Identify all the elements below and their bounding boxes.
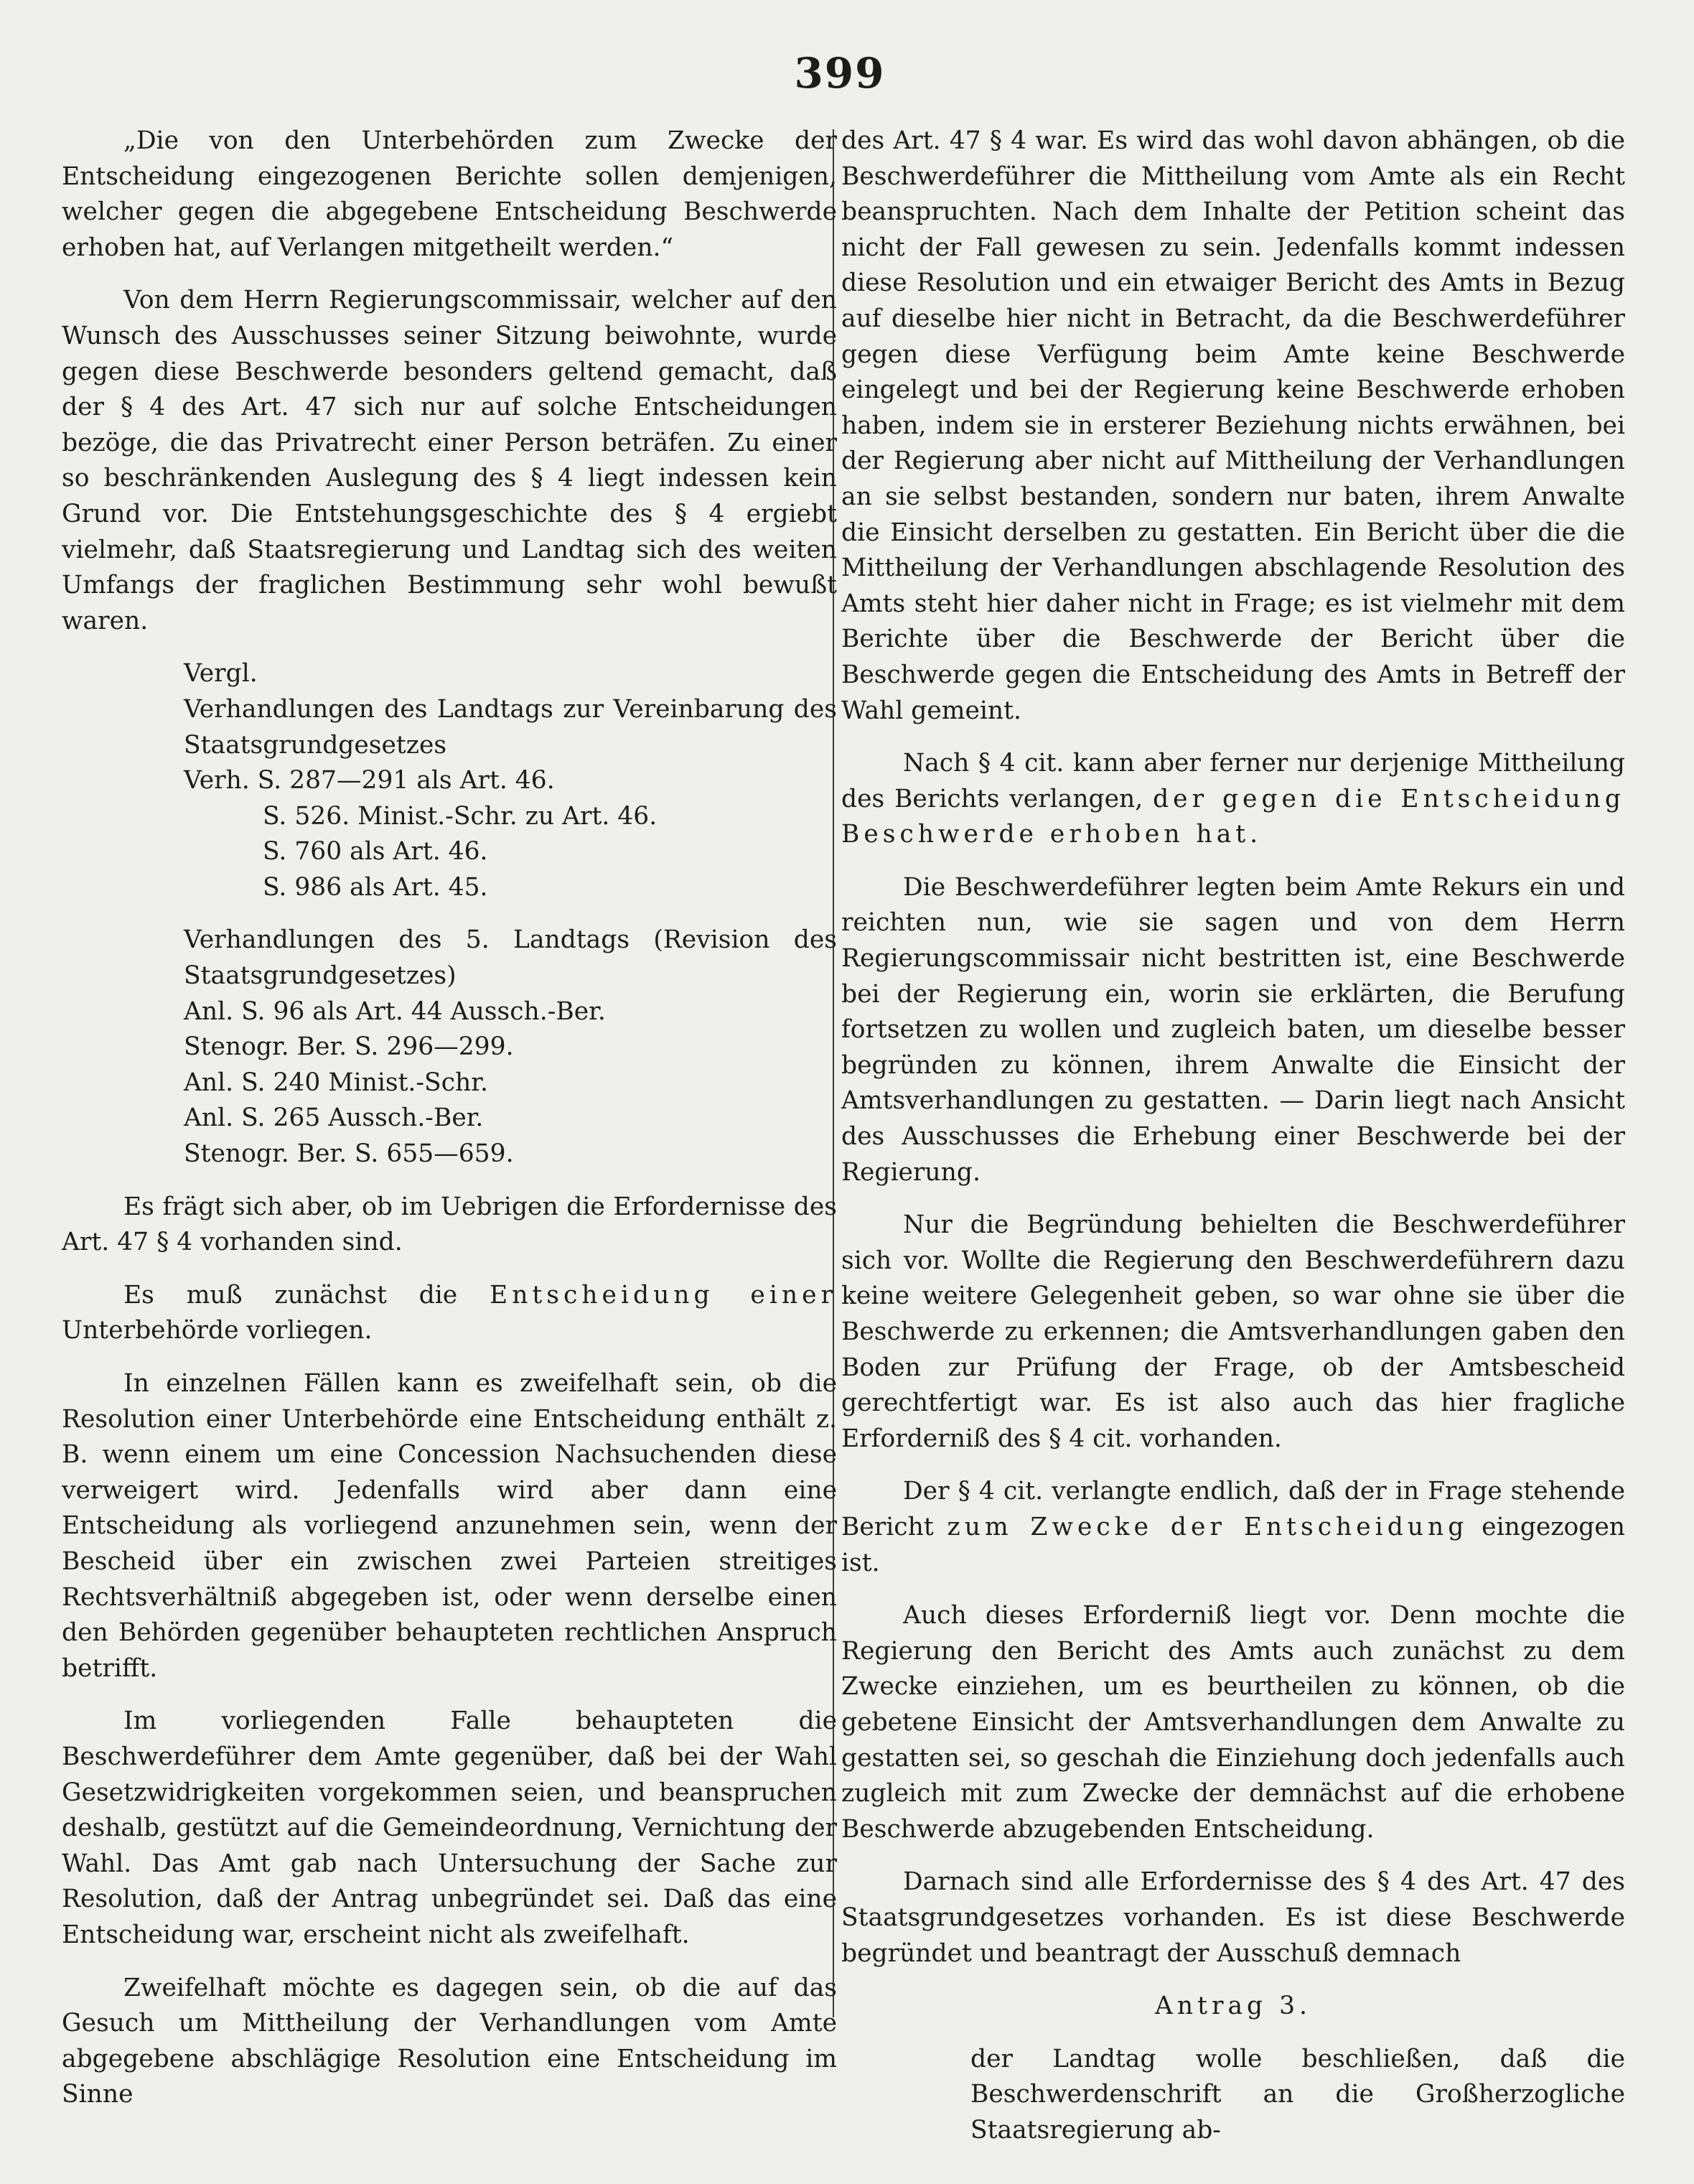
paragraph: des Art. 47 § 4 war. Es wird das wohl davon abhängen, ob die Beschwerdeführer die Mittheilung vom Amte als ein Recht beanspruchten. Nach dem Inhalte der Petition scheint das nicht der Fall gewesen zu sein. Jedenfalls kommt indessen diese Resolution und ein etwaiger Bericht des Amts in Bezug auf dieselbe hier nicht in Betracht, da die Beschwerdeführer gegen diese Verfügung beim Amte keine Beschwerde eingelegt und bei der Regierung keine Beschwerde erhoben haben, indem sie in ersterer Beziehung nichts erwähnen, bei der Regierung aber nicht auf Mittheilung der Verhandlungen an sie selbst bestanden, sondern nur baten, ihrem Anwalte die Einsicht derselben zu gestatten. Ein Bericht über die die Mittheilung der Verhandlungen abschlagende Resolution des Amts steht hier daher nicht in Frage; es ist vielmehr mit dem Berichte über die Beschwerde der Bericht über die Beschwerde gegen die Entscheidung des Amts in Betreff der Wahl gemeint. xyxy=(841,126,1625,725)
emphasized-text: der gegen die Entscheidung Beschwerde erhoben hat. xyxy=(841,784,1625,849)
emphasized-text: zum Zwecke der Entscheidung xyxy=(947,1512,1469,1541)
reference-line: Anl. S. 265 Aussch.-Ber. xyxy=(184,1103,484,1133)
paragraph xyxy=(841,1474,1625,1581)
page-number: 399 xyxy=(794,49,886,98)
paragraph: Nur die Begründung behielten die Beschwerdeführer sich vor. Wollte die Regierung den Beschwerdeführern dazu keine weitere Gelegenheit geben, so war ohne sie über die Beschwerde zu erkennen; die Amtsverhandlungen gaben den Boden zur Prüfung der Frage, ob der Amtsbescheid gerechtfertigt war. Es ist also auch das hier fragliche Erforderniß des § 4 cit. vorhanden. xyxy=(841,1210,1625,1453)
paragraph: Es frägt sich aber, ob im Uebrigen die Erfordernisse des Art. 47 § 4 vorhanden sind. xyxy=(62,1192,837,1257)
text-run: Nach § 4 cit. kann aber ferner nur derjenige Mittheilung des Berichts verlangen, xyxy=(841,749,1625,813)
paragraph: In einzelnen Fällen kann es zweifelhaft sein, ob die Resolution einer Unterbehörde eine Entscheidung enthält z. B. wenn einem um eine Concession Nachsuchenden diese verweigert wird. Jedenfalls wird aber dann eine Entscheidung als vorliegend anzunehmen sein, wenn der Bescheid über ein zwischen zwei Parteien streitiges Rechtsverhältniß abgegeben ist, oder wenn derselbe einen den Behörden gegenüber behaupteten rechtlichen Anspruch betrifft. xyxy=(62,1369,837,1683)
emphasized-text: Entscheidung einer xyxy=(490,1280,837,1310)
reference-title xyxy=(62,692,837,763)
reference-line: S. 760 als Art. 46. xyxy=(263,837,488,867)
reference-line: Verh. S. 287—291 als Art. 46. xyxy=(184,766,555,795)
motion-heading: Antrag 3. xyxy=(1154,1992,1312,2021)
paragraph: der Landtag wolle beschließen, daß die Beschwerdenschrift an die Großherzogliche Staatsregierung ab- xyxy=(970,2044,1625,2145)
reference-line: Anl. S. 240 Minist.-Schr. xyxy=(184,1068,488,1097)
reference-line: S. 526. Minist.-Schr. zu Art. 46. xyxy=(263,801,658,831)
left-column xyxy=(62,123,837,2113)
text-run: eingezogen ist. xyxy=(841,1512,1625,1577)
paragraph xyxy=(841,746,1625,853)
reference-title: Verhandlungen des 5. Landtags (Revision des Staatsgrundgesetzes) xyxy=(184,925,837,991)
reference-line: Stenogr. Ber. S. 296—299. xyxy=(184,1032,514,1062)
paragraph xyxy=(62,1278,837,1349)
paragraph: Auch dieses Erforderniß liegt vor. Denn mochte die Regierung den Bericht des Amts auch zunächst zu dem Zwecke einziehen, um es beurtheilen zu können, ob die gebetene Einsicht der Amtsverhandlungen dem Anwalte zu gestatten sei, so geschah die Einziehung doch jedenfalls auch zugleich mit zum Zwecke der demnächst auf die erhobene Beschwerde abzugebenden Entscheidung. xyxy=(841,1601,1625,1844)
right-column xyxy=(841,123,1625,2148)
text-run: Unterbehörde vorliegen. xyxy=(62,1316,373,1345)
paragraph: Von dem Herrn Regierungscommissair, welcher auf den Wunsch des Ausschusses seiner Sitzung beiwohnte, wurde gegen diese Beschwerde besonders geltend gemacht, daß der § 4 des Art. 47 sich nur auf solche Entscheidungen bezöge, die das Privatrecht einer Person beträfen. Zu einer so beschränkenden Auslegung des § 4 liegt indessen kein Grund vor. Die Entstehungsgeschichte des § 4 ergiebt vielmehr, daß Staatsregierung und Landtag sich des weiten Umfangs der fraglichen Bestimmung sehr wohl bewußt waren. xyxy=(62,286,837,635)
paragraph: Die Beschwerdeführer legten beim Amte Rekurs ein und reichten nun, wie sie sagen und von dem Herrn Regierungscommissair nicht bestritten ist, eine Beschwerde bei der Regierung ein, worin sie erklärten, die Berufung fortsetzen zu wollen und zugleich baten, um dieselbe besser begründen zu können, ihrem Anwalte die Einsicht der Amtsverhandlungen zu gestatten. — Darin liegt nach Ansicht des Ausschusses die Erhebung einer Beschwerde bei der Regierung. xyxy=(841,872,1625,1187)
text-run: Es muß zunächst die xyxy=(123,1280,458,1310)
reference-title-text: Verhandlungen des Landtags zur Vereinbarung des Staatsgrundgesetzes xyxy=(184,694,837,760)
text-run: Der § 4 cit. verlangte endlich, daß der in Frage stehende Bericht xyxy=(841,1477,1625,1541)
reference-line: Stenogr. Ber. S. 655—659. xyxy=(184,1139,514,1169)
reference-label: Vergl. xyxy=(184,659,258,689)
paragraph: Darnach sind alle Erfordernisse des § 4 des Art. 47 des Staatsgrundgesetzes vorhanden. Es ist diese Beschwerde begründet und beantragt der Ausschuß demnach xyxy=(841,1867,1625,1968)
reference-line: Anl. S. 96 als Art. 44 Aussch.-Ber. xyxy=(184,997,606,1026)
reference-line: S. 986 als Art. 45. xyxy=(263,872,488,902)
paragraph: Zweifelhaft möchte es dagegen sein, ob die auf das Gesuch um Mittheilung der Verhandlungen vom Amte abgegebene abschlägige Resolution eine Entscheidung im Sinne xyxy=(62,1973,837,2109)
paragraph: Im vorliegenden Falle behaupteten die Beschwerdeführer dem Amte gegenüber, daß bei der Wahl Gesetzwidrigkeiten vorgekommen seien, und beanspruchen deshalb, gestützt auf die Gemeindeordnung, Vernichtung der Wahl. Das Amt gab nach Untersuchung der Sache zur Resolution, daß der Antrag unbegründet sei. Daß das eine Entscheidung war, erscheint nicht als zweifelhaft. xyxy=(62,1707,837,1949)
quote-paragraph: „Die von den Unterbehörden zum Zwecke der Entscheidung eingezogenen Berichte sollen demjenigen, welcher gegen die abgegebene Entscheidung Beschwerde erhoben hat, auf Verlangen mitgetheilt werden.“ xyxy=(62,126,837,262)
